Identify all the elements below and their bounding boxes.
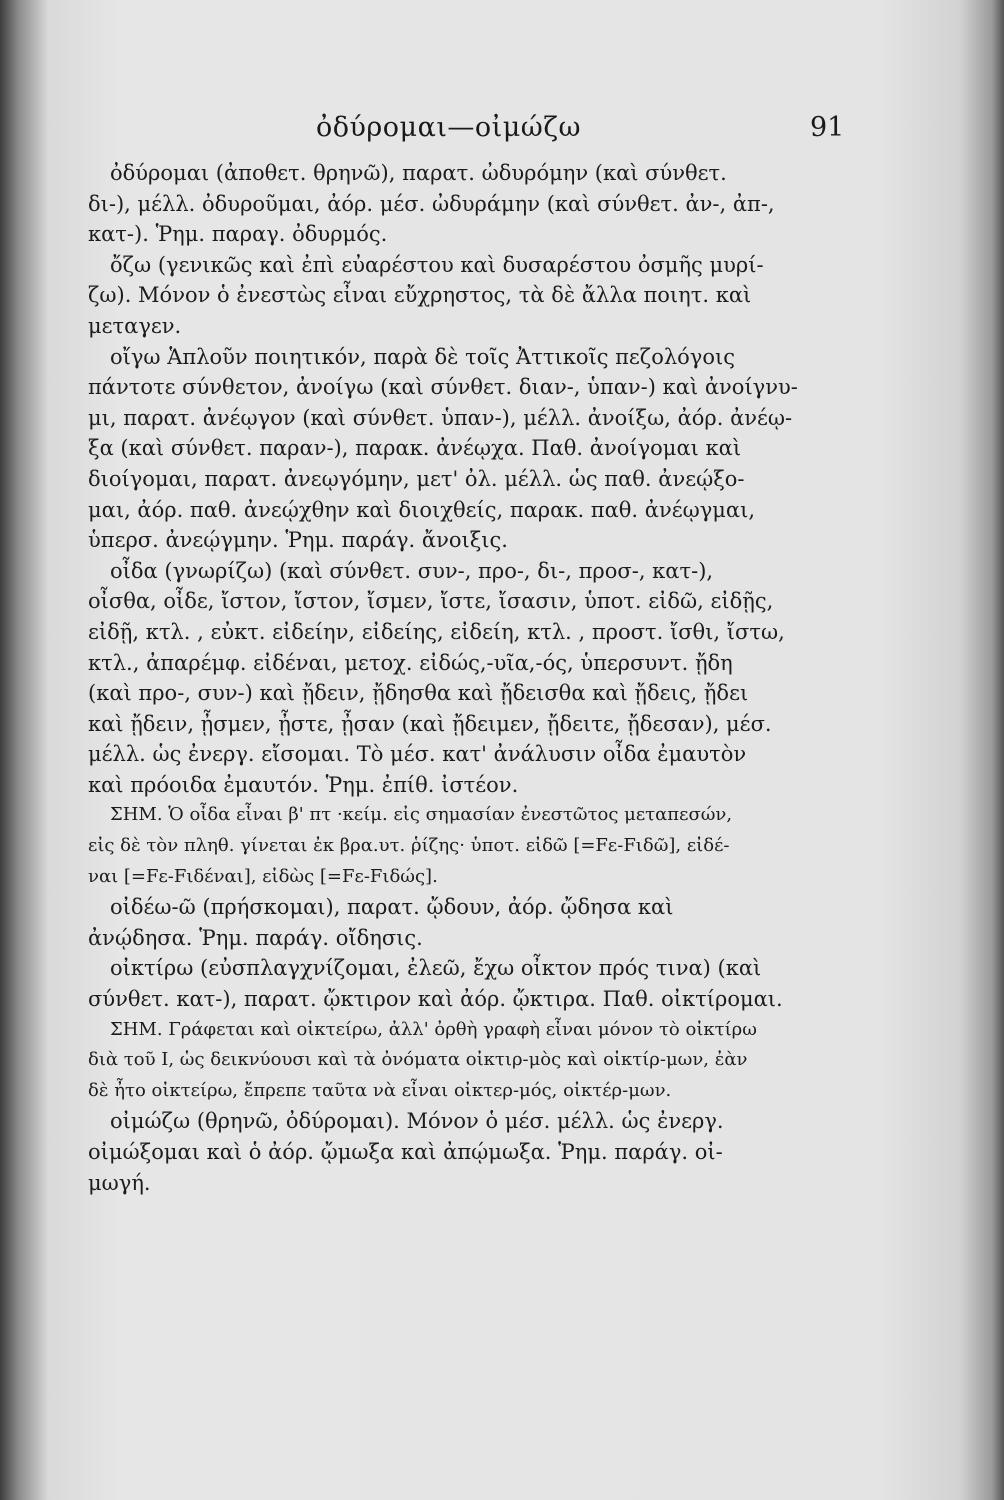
text-line: ὀδύρομαι (ἀποθετ. θρηνῶ), παρατ. ὠδυρόμην (καὶ σύνθετ. bbox=[110, 161, 727, 185]
text-line: ξα (καὶ σύνθετ. παραν-), παρακ. ἀνέῳχα. Παθ. ἀνοίγομαι καὶ bbox=[88, 436, 742, 461]
text-line: μεταγεν. bbox=[88, 313, 182, 338]
text-line: καὶ πρόοιδα ἐμαυτόν. Ῥημ. ἐπίθ. ἰστέον. bbox=[88, 772, 519, 797]
page-header bbox=[0, 112, 1004, 152]
text-line: ζω). Μόνον ὁ ἐνεστὼς εἶναι εὔχρηστος, τὰ δὲ ἄλλα ποιητ. καὶ bbox=[88, 283, 752, 308]
text-line: κτλ., ἀπαρέμφ. εἰδέναι, μετοχ. εἰδώς,-υῖα,-ός, ὑπερσυντ. ᾔδη bbox=[88, 650, 733, 675]
note-oiktiro bbox=[88, 1015, 878, 1107]
note-oida bbox=[88, 800, 878, 892]
text-line: ὑπερσ. ἀνεῴγμην. Ῥημ. παράγ. ἄνοιξις. bbox=[88, 528, 508, 553]
text-line: ὄζω (γενικῶς καὶ ἐπὶ εὐαρέστου καὶ δυσαρέστου ὀσμῆς μυρί- bbox=[110, 252, 764, 277]
text-line: (καὶ προ-, συν-) καὶ ᾔδειν, ᾔδησθα καὶ ᾔδεισθα καὶ ᾔδεις, ᾔδει bbox=[88, 681, 749, 706]
text-line: οἴγω Ἁπλοῦν ποιητικόν, παρὰ δὲ τοῖς Ἀττικοῖς πεζολόγοις bbox=[110, 344, 735, 369]
text-line: πάντοτε σύνθετον, ἀνοίγω (καὶ σύνθετ. διαν-, ὑπαν-) καὶ ἀνοίγνυ- bbox=[88, 375, 798, 400]
text-line: δι-), μέλλ. ὀδυροῦμαι, ἀόρ. μέσ. ὠδυράμην (καὶ σύνθετ. ἀν-, ἀπ-, bbox=[88, 191, 775, 216]
note-line: διὰ τοῦ Ι, ὡς δεικνύουσι καὶ τὰ ὀνόματα οἰκτιρ-μὸς καὶ οἰκτίρ-μων, ἐὰν bbox=[88, 1049, 748, 1071]
text-line: σύνθετ. κατ-), παρατ. ᾤκτιρον καὶ ἀόρ. ᾤκτιρα. Παθ. οἰκτίρομαι. bbox=[88, 987, 783, 1012]
text-line: κατ-). Ῥημ. παραγ. ὀδυρμός. bbox=[88, 222, 388, 247]
text-line: οἰδέω-ῶ (πρήσκομαι), παρατ. ᾤδουν, ἀόρ. ᾤδησα καὶ bbox=[110, 895, 674, 920]
entry-oideo bbox=[88, 892, 878, 953]
text-line: ἀνῴδησα. Ῥημ. παράγ. οἴδησις. bbox=[88, 925, 423, 950]
text-line: καὶ ᾔδειν, ᾖσμεν, ᾖστε, ᾖσαν (καὶ ᾔδειμεν, ᾔδειτε, ᾔδεσαν), μέσ. bbox=[88, 711, 772, 736]
entry-odyromai bbox=[88, 158, 878, 250]
entry-oida bbox=[88, 556, 878, 801]
note-line: δὲ ἦτο οἰκτείρω, ἔπρεπε ταῦτα νὰ εἶναι οἰκτερ-μός, οἰκτέρ-μων. bbox=[88, 1079, 672, 1101]
entry-oimozo bbox=[88, 1106, 878, 1198]
text-line: οἰμώζω (θρηνῶ, ὀδύρομαι). Μόνον ὁ μέσ. μέλλ. ὡς ἐνεργ. bbox=[110, 1109, 724, 1134]
text-line: μωγή. bbox=[88, 1170, 151, 1195]
note-line: ΣΗΜ. Ὁ οἶδα εἶναι β' πτ ·κείμ. εἰς σημασίαν ἐνεστῶτος μεταπεσών, bbox=[110, 804, 733, 826]
text-line: εἰδῇ, κτλ. , εὐκτ. εἰδείην, εἰδείης, εἰδείη, κτλ. , προστ. ἴσθι, ἴστω, bbox=[88, 619, 785, 644]
note-line: εἰς δὲ τὸν πληθ. γίνεται ἐκ βρα.υτ. ῥίζης· ὑποτ. εἰδῶ [=Fε-Fιδῶ], εἰδέ- bbox=[88, 835, 730, 857]
text-line: μι, παρατ. ἀνέῳγον (καὶ σύνθετ. ὑπαν-), μέλλ. ἀνοίξω, ἀόρ. ἀνέῳ- bbox=[88, 405, 793, 430]
text-line: μέλλ. ὡς ἐνεργ. εἴσομαι. Τὸ μέσ. κατ' ἀνάλυσιν οἶδα ἐμαυτὸν bbox=[88, 742, 747, 767]
entry-ozo bbox=[88, 250, 878, 342]
page-body bbox=[88, 158, 878, 1198]
note-line: ΣΗΜ. Γράφεται καὶ οἰκτείρω, ἀλλ' ὀρθὴ γραφὴ εἶναι μόνον τὸ οἰκτίρω bbox=[110, 1018, 757, 1040]
text-line: οἶσθα, οἶδε, ἴστον, ἴστον, ἴσμεν, ἴστε, ἴσασιν, ὑποτ. εἰδῶ, εἰδῇς, bbox=[88, 589, 774, 614]
page-number: 91 bbox=[810, 112, 845, 143]
note-line: ναι [=Fε-Fιδέναι], εἰδὼς [=Fε-Fιδώς]. bbox=[88, 865, 438, 887]
text-line: οἶδα (γνωρίζω) (καὶ σύνθετ. συν-, προ-, δι-, προσ-, κατ-), bbox=[110, 558, 714, 583]
text-line: διοίγομαι, παρατ. ἀνεῳγόμην, μετ' ὀλ. μέλλ. ὡς παθ. ἀνεῴξο- bbox=[88, 466, 745, 491]
text-line: οἰκτίρω (εὐσπλαγχνίζομαι, ἐλεῶ, ἔχω οἶκτον πρός τινα) (καὶ bbox=[110, 956, 762, 981]
text-line: οἰμώξομαι καὶ ὁ ἀόρ. ᾤμωξα καὶ ἀπῴμωξα. Ῥημ. παράγ. οἰ- bbox=[88, 1140, 723, 1164]
text-line: μαι, ἀόρ. παθ. ἀνεῴχθην καὶ διοιχθείς, παρακ. παθ. ἀνέῳγμαι, bbox=[88, 497, 756, 522]
entry-oigo bbox=[88, 342, 878, 556]
entry-oiktiro bbox=[88, 953, 878, 1014]
running-head: ὀδύρομαι—οἰμώζω bbox=[316, 112, 581, 143]
